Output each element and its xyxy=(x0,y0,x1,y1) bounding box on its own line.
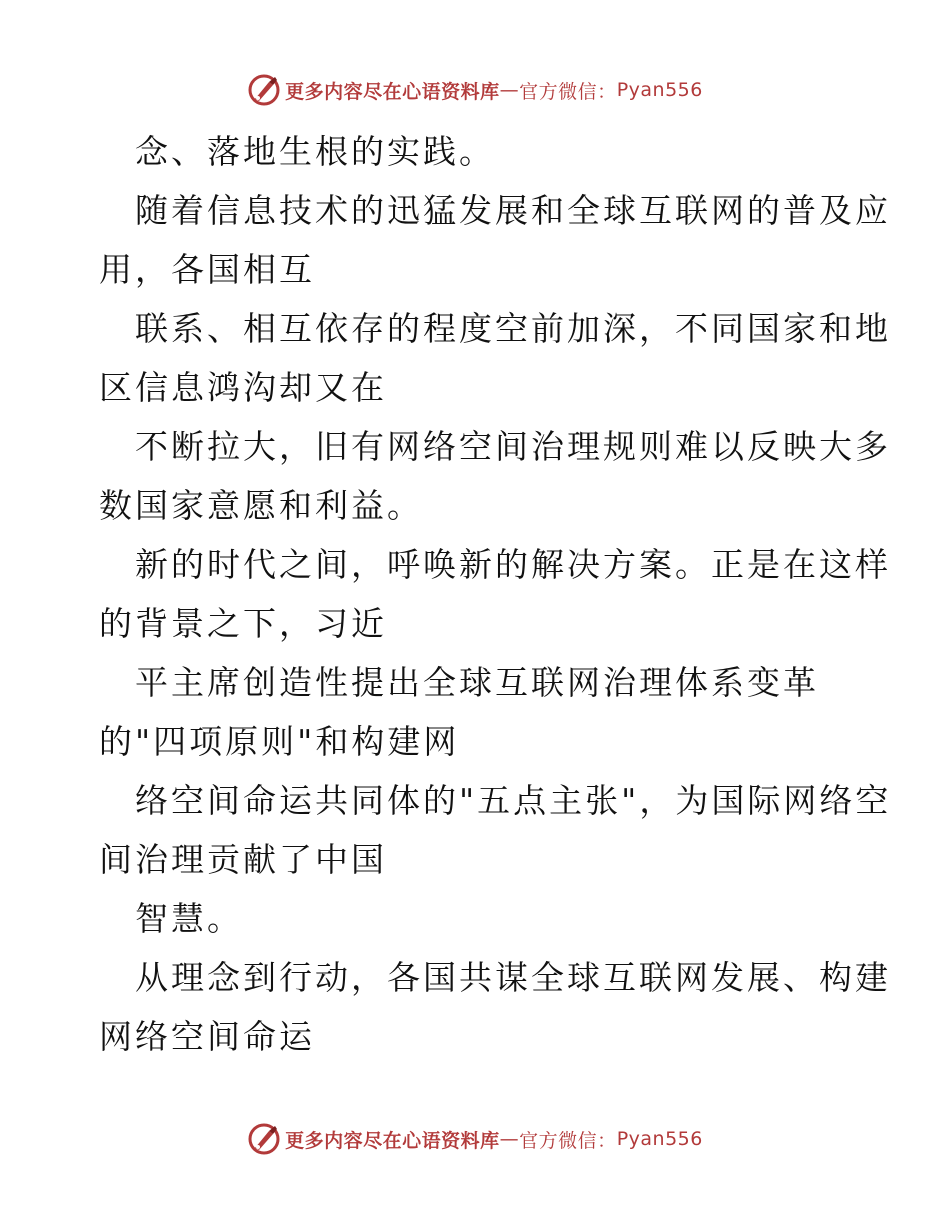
text-line: 联系、相互依存的程度空前加深，不同国家和地 xyxy=(135,309,891,348)
text-line: 区信息鸿沟却又在 xyxy=(99,368,387,407)
text-line: 念、落地生根的实践。 xyxy=(135,132,495,171)
banner-wechat-id: Pyan556 xyxy=(616,79,703,101)
banner-wechat-id: Pyan556 xyxy=(616,1128,703,1150)
text-line: 从理念到行动，各国共谋全球互联网发展、构建 xyxy=(135,958,891,997)
text-line: 平主席创造性提出全球互联网治理体系变革 xyxy=(135,663,819,702)
pen-feather-logo-icon xyxy=(247,1122,281,1156)
banner-sub-text: 官方微信： xyxy=(519,80,617,103)
banner-dash: — xyxy=(499,79,520,101)
banner-main-text: 更多内容尽在心语资料库 xyxy=(285,1129,500,1152)
text-line: 间治理贡献了中国 xyxy=(99,840,387,879)
text-line: 不断拉大，旧有网络空间治理规则难以反映大多 xyxy=(135,427,891,466)
footer-watermark-banner xyxy=(0,1119,950,1159)
text-line: 网络空间命运 xyxy=(99,1017,315,1056)
text-line: 新的时代之间，呼唤新的解决方案。正是在这样 xyxy=(135,545,891,584)
text-line: 随着信息技术的迅猛发展和全球互联网的普及应 xyxy=(135,191,891,230)
header-watermark-banner xyxy=(0,70,950,110)
banner-sub-text: 官方微信： xyxy=(519,1129,617,1152)
text-line: 的"四项原则"和构建网 xyxy=(99,722,460,761)
banner-main-text: 更多内容尽在心语资料库 xyxy=(285,80,500,103)
pen-feather-logo-icon xyxy=(247,73,281,107)
document-body xyxy=(99,122,892,1066)
text-line: 用，各国相互 xyxy=(99,250,315,289)
banner-dash: — xyxy=(499,1128,520,1150)
text-line: 数国家意愿和利益。 xyxy=(99,486,423,525)
text-line: 络空间命运共同体的"五点主张"，为国际网络空 xyxy=(135,781,892,820)
text-line: 智慧。 xyxy=(135,899,243,938)
text-line: 的背景之下，习近 xyxy=(99,604,387,643)
